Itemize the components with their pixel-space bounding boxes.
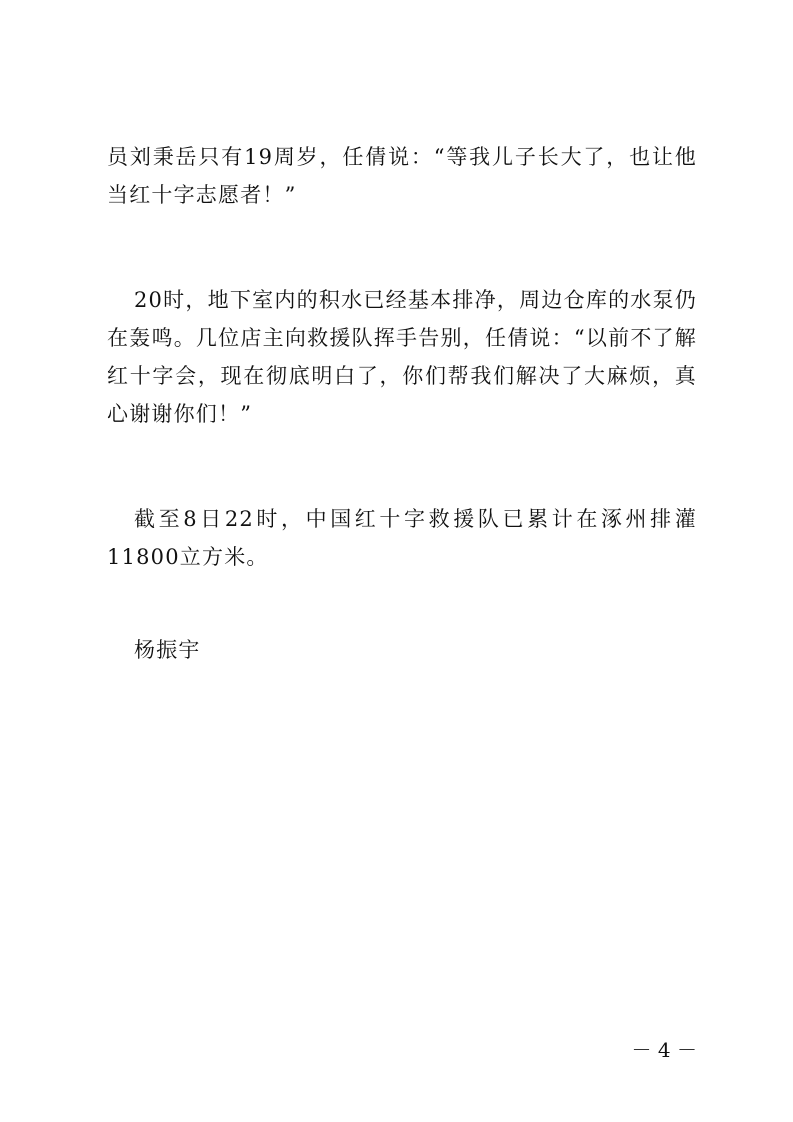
- author-name: 杨振宇: [134, 638, 201, 662]
- paragraph-drainage-update: 20时，地下室内的积水已经基本排净，周边仓库的水泵仍在轰鸣。几位店主向救援队挥手告别，任倩说：“以前不了解红十字会，现在彻底明白了，你们帮我们解决了大麻烦，真心谢谢你们！”: [107, 288, 697, 426]
- paragraph-spacer: [107, 576, 697, 631]
- paragraph-spacer: [107, 433, 697, 500]
- paragraph-volunteer-quote: 员刘秉岳只有19周岁，任倩说：“等我儿子长大了，也让他当红十字志愿者！”: [107, 145, 697, 207]
- paragraph-spacer: [107, 214, 697, 281]
- page-number: － 4 －: [631, 1038, 697, 1062]
- paragraph-drainage-total: 截至8日22时，中国红十字救援队已累计在涿州排灌11800立方米。: [107, 507, 697, 569]
- document-body: [107, 138, 697, 669]
